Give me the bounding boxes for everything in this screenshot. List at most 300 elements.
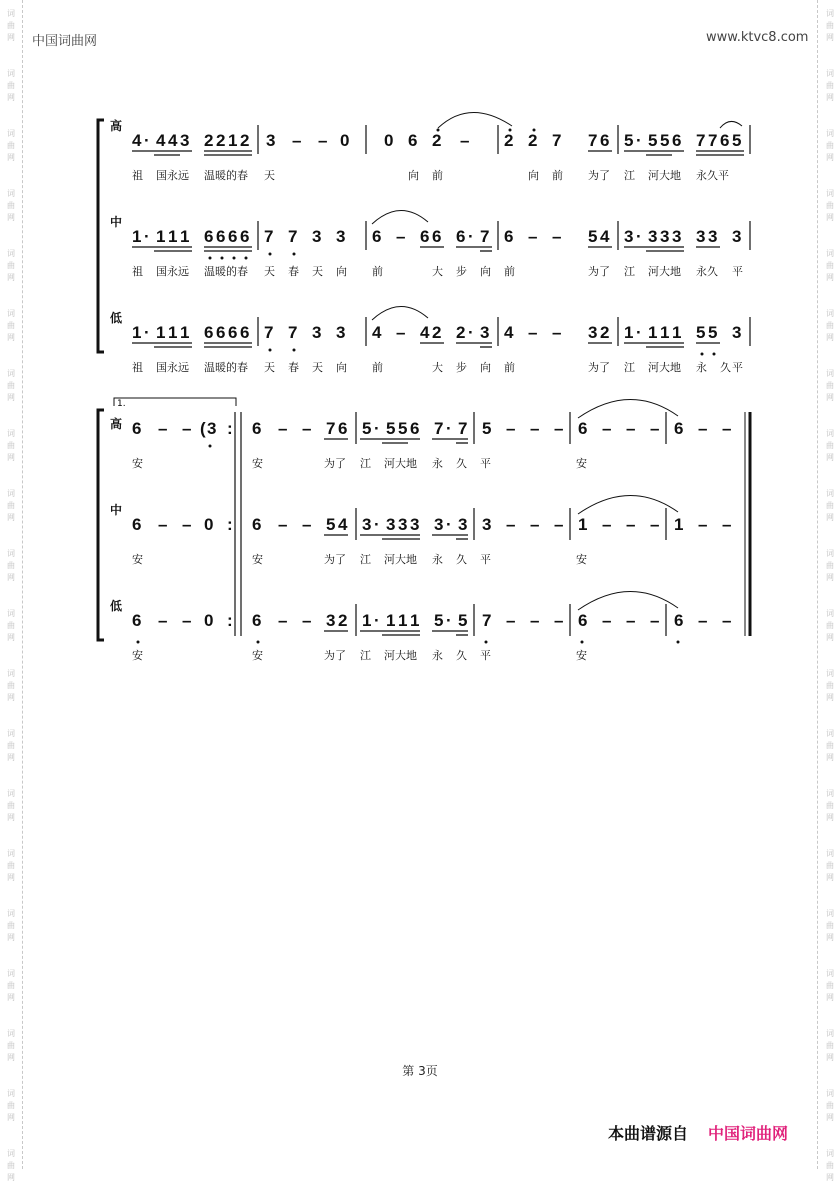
jianpu-note: 3 [696,227,706,246]
jianpu-note: · [144,227,150,246]
jianpu-note: 3 [336,227,346,246]
jianpu-note: 5 [386,419,396,438]
lyric-syllable: 安 [132,553,143,566]
jianpu-note: – [722,419,732,438]
jianpu-note: 1 [228,131,238,150]
jianpu-note: 3 [624,227,634,246]
jianpu-note: 1 [156,227,166,246]
jianpu-note: 1 [410,611,420,630]
jianpu-note: 7 [434,419,444,438]
watermark-text: 词 曲 网 [826,129,834,162]
jianpu-note: · [144,323,150,342]
jianpu-note: 6 [432,227,442,246]
watermark-text: 词 曲 网 [7,549,15,582]
system-1 [98,112,750,374]
part-label-mid: 中 [110,503,123,517]
jianpu-note: – [602,419,612,438]
jianpu-note: 4 [504,323,514,342]
jianpu-note: 1 [648,323,658,342]
watermark-text: 词 曲 网 [826,249,834,282]
jianpu-note: – [698,419,708,438]
watermark-text: 词 曲 网 [826,429,834,462]
lyric-syllable: 安 [252,553,263,566]
jianpu-note: 2 [528,131,538,150]
jianpu-note: 5 [732,131,742,150]
watermark-text: 词 曲 网 [7,9,15,42]
jianpu-note: 5 [588,227,598,246]
repeat-barlines [235,412,241,636]
watermark-text: 词 曲 网 [826,369,834,402]
lyric-syllable: 平 [480,553,491,566]
jianpu-note: 0 [204,611,214,630]
jianpu-note: · [636,323,642,342]
jianpu-note: 3 [207,419,217,438]
watermark-text: 词 曲 网 [826,489,834,522]
jianpu-note: 5 [458,611,468,630]
jianpu-note: 5 [482,419,492,438]
lyric-syllable: 春 [288,361,299,374]
lyric-syllable: 为了 [588,265,610,278]
jianpu-note: – [528,227,538,246]
lyric-syllable: 永久平 [696,169,729,182]
jianpu-note: 4 [372,323,382,342]
lyric-syllable: 久 [720,361,731,374]
watermark-text: 词 曲 网 [7,1089,15,1122]
lyric-syllable: 安 [252,649,263,662]
jianpu-note: 5 [624,131,634,150]
jianpu-note: 1 [386,611,396,630]
lyric-syllable: 平 [732,361,743,374]
watermark-text: 词 曲 网 [7,789,15,822]
watermark-text: 词 曲 网 [826,909,834,942]
jianpu-note: 7 [288,323,298,342]
jianpu-note: 6 [252,515,262,534]
lyric-syllable: 久 [456,553,467,566]
jianpu-note: 4 [420,323,430,342]
watermark-text: 词 曲 网 [7,1029,15,1062]
jianpu-note: – [302,515,312,534]
jianpu-note: 2 [240,131,250,150]
jianpu-note: – [278,419,288,438]
lyric-syllable: 温暖的春 [204,265,248,278]
watermark-text: 词 曲 网 [826,609,834,642]
part-label-mid: 中 [110,215,123,229]
lyric-syllable: 向 [480,265,491,278]
jianpu-note: 6 [132,419,142,438]
watermark-text: 词 曲 网 [826,669,834,702]
jianpu-note: – [158,515,168,534]
jianpu-note: 6 [204,227,214,246]
jianpu-note: – [158,419,168,438]
jianpu-note: 0 [340,131,350,150]
lyric-syllable: 天 [264,361,275,374]
jianpu-note: 7 [458,419,468,438]
jianpu-note: – [552,227,562,246]
jianpu-note: – [530,515,540,534]
jianpu-note: – [506,515,516,534]
system-brace [98,120,104,352]
jianpu-note: 1 [362,611,372,630]
jianpu-note: 3 [588,323,598,342]
lyric-syllable: 祖 [132,361,143,374]
jianpu-note: 6 [216,227,226,246]
watermark-text: 词 曲 网 [7,849,15,882]
jianpu-note: 3 [648,227,658,246]
jianpu-note: 2 [456,323,466,342]
watermark-text: 词 曲 网 [7,369,15,402]
lyric-syllable: 河大地 [384,649,417,662]
jianpu-note: 6 [420,227,430,246]
jianpu-note: 4 [600,227,610,246]
lyric-syllable: 祖 [132,169,143,182]
lyric-syllable: 永 [432,457,443,470]
source-footer [608,1121,788,1144]
system-brace [98,410,104,640]
octave-dots [137,445,680,644]
lyric-syllable: 祖 [132,265,143,278]
jianpu-note: 7 [480,227,490,246]
jianpu-note: 0 [204,515,214,534]
watermark-text: 词 曲 网 [7,489,15,522]
jianpu-note: 7 [288,227,298,246]
jianpu-note: 0 [384,131,394,150]
lyric-syllable: 河大地 [384,457,417,470]
mid-lyrics-2 [132,552,587,566]
jianpu-note: – [158,611,168,630]
lyric-syllable: 向 [336,361,347,374]
watermark-text: 词 曲 网 [826,9,834,42]
jianpu-note: 5 [696,323,706,342]
jianpu-note: – [650,611,660,630]
jianpu-note: – [698,611,708,630]
jianpu-note: : [227,419,233,438]
jianpu-note: 5 [434,611,444,630]
high-notes-1 [132,131,741,150]
jianpu-note: 1 [578,515,588,534]
jianpu-note: 7 [264,227,274,246]
watermark-text: 词 曲 网 [826,849,834,882]
jianpu-note: – [460,131,470,150]
jianpu-note: 6 [228,323,238,342]
watermark-text: 词 曲 网 [826,1029,834,1062]
jianpu-note: 6 [252,419,262,438]
low-lyrics-1 [132,360,743,374]
jianpu-note: – [506,611,516,630]
final-barline [745,412,750,636]
mid-notes-1 [132,227,741,246]
jianpu-note: – [396,323,406,342]
jianpu-note: – [626,515,636,534]
watermark-text: 词 曲 网 [826,309,834,342]
jianpu-note: 6 [132,611,142,630]
site-name: 中国词曲网 [32,34,98,49]
jianpu-note: – [650,419,660,438]
lyric-syllable: 步 [456,265,467,278]
lyric-syllable: 安 [576,649,587,662]
jianpu-note: 1 [398,611,408,630]
watermark-text: 词 曲 网 [7,249,15,282]
lyric-syllable: 平 [732,265,743,278]
jianpu-note: 3 [708,227,718,246]
first-ending-bracket [114,398,236,406]
jianpu-note: 3 [312,323,322,342]
lyric-syllable: 前 [504,361,515,374]
jianpu-note: – [302,419,312,438]
lyric-syllable: 江 [624,169,635,182]
lyric-syllable: 河大地 [648,361,681,374]
high-lyrics-1 [132,168,729,182]
jianpu-note: : [227,611,233,630]
lyric-syllable: 向 [408,169,419,182]
mid-lyrics-1 [132,264,743,278]
jianpu-note: · [446,611,452,630]
source-name[interactable]: 中国词曲网 [708,1124,789,1143]
low-notes-1 [132,323,741,342]
lyric-syllable: 温暖的春 [204,169,248,182]
jianpu-note: 3 [312,227,322,246]
jianpu-note: 4 [338,515,348,534]
jianpu-note: · [468,227,474,246]
jianpu-note: 5 [398,419,408,438]
jianpu-note: · [374,515,380,534]
jianpu-note: – [602,515,612,534]
watermark-text: 词 曲 网 [826,189,834,222]
high-lyrics-2 [132,456,587,470]
high-notes-2 [132,419,731,438]
jianpu-note: 3 [458,515,468,534]
jianpu-note: – [554,515,564,534]
watermark-text: 词 曲 网 [7,429,15,462]
jianpu-note: – [602,611,612,630]
watermark-text: 词 曲 网 [7,609,15,642]
jianpu-note: 2 [216,131,226,150]
lyric-syllable: 春 [288,265,299,278]
jianpu-note: 6 [578,611,588,630]
jianpu-note: – [554,419,564,438]
lyric-syllable: 国永远 [156,265,189,278]
lyric-syllable: 久 [456,649,467,662]
lyric-syllable: 天 [264,265,275,278]
jianpu-note: · [374,611,380,630]
lyric-syllable: 天 [264,169,275,182]
system-2 [98,398,750,662]
watermark-text: 词 曲 网 [7,969,15,1002]
jianpu-note: 2 [204,131,214,150]
jianpu-note: 6 [672,131,682,150]
jianpu-note: 3 [732,323,742,342]
jianpu-note: – [698,515,708,534]
jianpu-note: – [278,515,288,534]
lyric-syllable: 前 [372,265,383,278]
jianpu-note: 6 [410,419,420,438]
jianpu-note: 1 [132,323,142,342]
jianpu-note: – [650,515,660,534]
jianpu-note: – [530,611,540,630]
jianpu-note: – [396,227,406,246]
jianpu-note: 7 [696,131,706,150]
jianpu-note: 6 [720,131,730,150]
lyric-syllable: 平 [480,457,491,470]
jianpu-note: 6 [456,227,466,246]
lyric-syllable: 为了 [324,457,346,470]
mid-notes-2 [132,515,731,534]
jianpu-note: – [182,611,192,630]
jianpu-note: – [528,323,538,342]
jianpu-note: 7 [482,611,492,630]
lyric-syllable: 安 [252,457,263,470]
site-url[interactable]: www.ktvc8.com [706,30,809,45]
part-label-low: 低 [110,599,123,613]
jianpu-note: · [446,419,452,438]
jianpu-note: 6 [578,419,588,438]
jianpu-note: 1 [624,323,634,342]
watermark-text: 词 曲 网 [7,189,15,222]
jianpu-note: – [182,419,192,438]
jianpu-note: 3 [410,515,420,534]
jianpu-note: – [292,131,302,150]
jianpu-note: 6 [132,515,142,534]
lyric-syllable: 永 [432,649,443,662]
jianpu-note: 6 [240,227,250,246]
jianpu-note: 1 [672,323,682,342]
jianpu-note: 7 [552,131,562,150]
lyric-syllable: 平 [480,649,491,662]
part-label-low: 低 [110,311,123,325]
lyric-syllable: 河大地 [648,169,681,182]
lyric-syllable: 国永远 [156,169,189,182]
jianpu-note: 1 [156,323,166,342]
lyric-syllable: 安 [576,553,587,566]
jianpu-note: 5 [362,419,372,438]
jianpu-note: · [446,515,452,534]
lyric-syllable: 前 [432,169,443,182]
part-label-high: 高 [110,417,123,431]
lyric-syllable: 前 [372,361,383,374]
jianpu-note: 4 [168,131,178,150]
jianpu-note: 3 [660,227,670,246]
watermark-text: 词 曲 网 [7,129,15,162]
lyric-syllable: 天 [312,265,323,278]
jianpu-note: : [227,515,233,534]
jianpu-note: – [506,419,516,438]
jianpu-note: – [626,419,636,438]
watermark-text: 词 曲 网 [7,669,15,702]
jianpu-note: · [374,419,380,438]
lyric-syllable: 大 [432,361,443,374]
jianpu-note: 6 [408,131,418,150]
jianpu-note: 6 [216,323,226,342]
jianpu-note: 3 [434,515,444,534]
lyric-syllable: 河大地 [384,553,417,566]
lyric-syllable: 江 [360,649,371,662]
lyric-syllable: 永 [696,361,707,374]
jianpu-note: 4 [132,131,142,150]
jianpu-note: 7 [326,419,336,438]
jianpu-note: 3 [672,227,682,246]
jianpu-note: 6 [204,323,214,342]
lyric-syllable: 向 [480,361,491,374]
watermark-text: 词 曲 网 [7,729,15,762]
jianpu-note: 4 [156,131,166,150]
jianpu-note: 7 [588,131,598,150]
jianpu-note: 2 [432,323,442,342]
jianpu-note: 3 [362,515,372,534]
jianpu-note: 1 [180,323,190,342]
jianpu-note: 5 [326,515,336,534]
jianpu-note: 3 [732,227,742,246]
lyric-syllable: 前 [552,169,563,182]
lyric-syllable: 为了 [324,649,346,662]
jianpu-note: 6 [372,227,382,246]
jianpu-note: 1 [132,227,142,246]
jianpu-note: 3 [386,515,396,534]
watermark-text: 词 曲 网 [7,309,15,342]
lyric-syllable: 安 [132,649,143,662]
jianpu-note: 3 [398,515,408,534]
jianpu-note: 3 [180,131,190,150]
lyric-syllable: 向 [528,169,539,182]
lyric-syllable: 江 [360,553,371,566]
lyric-syllable: 向 [336,265,347,278]
jianpu-note: 3 [326,611,336,630]
jianpu-note: 1 [168,227,178,246]
jianpu-note: 6 [252,611,262,630]
jianpu-note: – [318,131,328,150]
lyric-syllable: 温暖的春 [204,361,248,374]
jianpu-note: – [722,515,732,534]
watermark-text: 词 曲 网 [826,729,834,762]
lyric-syllable: 江 [624,265,635,278]
lyric-syllable: 天 [312,361,323,374]
watermark-text: 词 曲 网 [7,1149,15,1182]
low-lyrics-2 [132,648,587,662]
jianpu-note: 1 [660,323,670,342]
watermark-text: 词 曲 网 [7,909,15,942]
source-label: 本曲谱源自 [608,1124,689,1143]
lyric-syllable: 为了 [588,169,610,182]
jianpu-note: · [636,227,642,246]
low-notes-2 [132,611,731,630]
jianpu-note: – [530,419,540,438]
jianpu-note: · [144,131,150,150]
jianpu-note: 3 [480,323,490,342]
lyric-syllable: 大 [432,265,443,278]
watermark-text: 词 曲 网 [826,789,834,822]
lyric-syllable: 久 [456,457,467,470]
jianpu-note: ( [200,419,206,438]
jianpu-note: 6 [674,419,684,438]
lyric-syllable: 安 [132,457,143,470]
jianpu-note: 7 [264,323,274,342]
jianpu-note: 5 [660,131,670,150]
lyric-syllable: 为了 [324,553,346,566]
jianpu-note: – [552,323,562,342]
first-ending-label: 1. [117,399,126,409]
watermark-text: 词 曲 网 [7,69,15,102]
jianpu-note: – [626,611,636,630]
watermark-text: 词 曲 网 [826,1149,834,1182]
jianpu-note: 5 [648,131,658,150]
lyric-syllable: 江 [360,457,371,470]
jianpu-note: 6 [228,227,238,246]
jianpu-note: 6 [600,131,610,150]
part-label-high: 高 [110,119,123,133]
jianpu-note: 5 [708,323,718,342]
jianpu-note: 3 [336,323,346,342]
jianpu-note: · [636,131,642,150]
lyric-syllable: 前 [504,265,515,278]
jianpu-note: 1 [168,323,178,342]
